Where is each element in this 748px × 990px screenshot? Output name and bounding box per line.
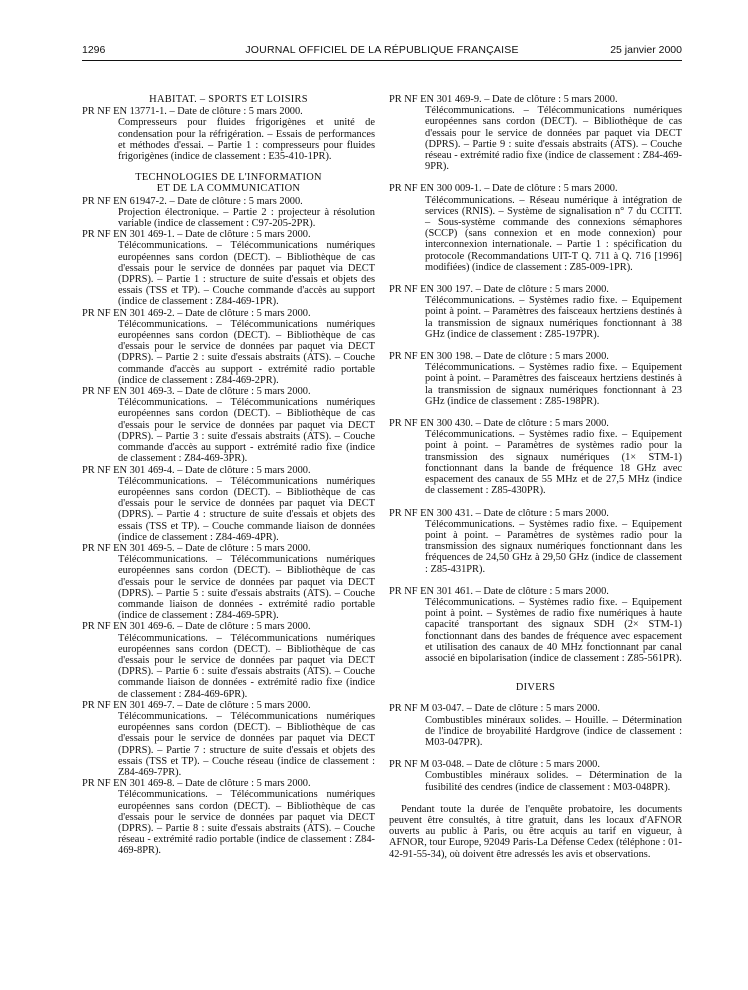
standard-entry — [389, 418, 682, 496]
standard-entry — [82, 308, 375, 386]
standard-description: Télécommunications. – Télécommunications numériques européennes sans cordon (DECT). – Bibliothèque de cas d'essais pour le service de données par paquet via DECT (DPRS). – Partie 3 : suite d'essais abstraits (ATS). – Couche commande d'accès au support - extrémité radio fixe (indice de classement : Z84-469-3PR). — [118, 397, 375, 465]
standard-description: Télécommunications. – Systèmes radio fixe. – Equipement point à point. – Paramètres des faisceaux hertziens destinés à la transmission de signaux numériques fonctionnant à 38 GHz (indice de classement : Z85-197PR). — [425, 295, 682, 340]
standard-reference: PR NF EN 301 469-3. – Date de clôture : 5 mars 2000. — [82, 386, 311, 398]
header-rule — [82, 60, 682, 61]
standard-description: Télécommunications. – Télécommunications numériques européennes sans cordon (DECT). – Bibliothèque de cas d'essais pour le service de données par paquet via DECT (DPRS). – Partie 4 : structure de suite d'essais et objets des essais (TSS et TP). – Couche commande liaison de données (indice de classement : Z84-469-4PR). — [118, 475, 375, 543]
standard-reference: PR NF EN 301 469-7. – Date de clôture : 5 mars 2000. — [82, 699, 311, 711]
standard-reference: PR NF EN 301 469-1. – Date de clôture : 5 mars 2000. — [82, 229, 311, 241]
standard-description: Combustibles minéraux solides. – Houille. – Détermination de l'indice de broyabilité Hardgrove (indice de classement : M03-047PR). — [425, 714, 682, 748]
standard-description: Télécommunications. – Systèmes radio fixe. – Equipement point à point. – Paramètres de systèmes radio pour la transmission des signaux numériques fonctionnant dans les fréquences de 24,50 GHz à 29,50 GHz (indice de classement : Z85-431PR). — [425, 518, 682, 575]
standard-reference: PR NF EN 301 469-9. – Date de clôture : 5 mars 2000. — [389, 94, 618, 105]
standard-entry — [389, 508, 682, 575]
standard-reference: PR NF EN 300 431. – Date de clôture : 5 mars 2000. — [389, 507, 609, 519]
standard-entry — [82, 700, 375, 778]
standard-entry — [389, 351, 682, 407]
standard-description: Télécommunications. – Télécommunications numériques européennes sans cordon (DECT). – Bibliothèque de cas d'essais pour le service de données par paquet via DECT (DPRS). – Partie 6 : suite d'essais abstraits (ATS). – Couche commande liaison de données - extrémité radio fixe (indice de classement : Z84-469-6PR). — [118, 632, 375, 700]
section-heading-line: TECHNOLOGIES DE L'INFORMATION — [135, 172, 322, 184]
standard-reference: PR NF EN 300 197. – Date de clôture : 5 mars 2000. — [389, 284, 609, 296]
standard-description: Compresseurs pour fluides frigorigènes et unité de condensation pour la réfrigération. – Essais de performances et méthodes d'essai. – Partie 1 : compresseurs pour fluides frigorigènes (indice de classement : E35-410-1PR). — [118, 117, 375, 163]
standard-entry — [389, 284, 682, 340]
standard-description: Télécommunications. – Télécommunications numériques européennes sans cordon (DECT). – Bibliothèque de cas d'essais pour le service de données par paquet via DECT (DPRS). – Partie 1 : structure de suite d'essais et objets des essais (TSS et TP). – Couche commande d'accès au support (indice de classement : Z84-469-1PR). — [118, 240, 375, 308]
section-heading-divers: DIVERS — [515, 682, 556, 694]
standard-description: Télécommunications. – Réseau numérique à intégration de services (RNIS). – Système de signalisation n° 7 du CCITT. – Sous-système commande des connexions sémaphores (SCCP) (sans connexion et en mode connexion) pour interconnexion internationale. – Partie 1 : spécification du protocole (Recommandations UIT-T Q. 711 à Q. 716 [1996] modifiées) (indice de classement : Z85-009-1PR). — [425, 194, 682, 273]
standard-description: Télécommunications. – Télécommunications numériques européennes sans cordon (DECT). – Bibliothèque de cas d'essais pour le service de données par paquet via DECT (DPRS). – Partie 9 : suite d'essais abstraits (ATS). – Couche réseau - extrémité radio fixe (indice de classement : Z84-469-9PR). — [425, 105, 682, 173]
standard-reference: PR NF M 03-047. – Date de clôture : 5 mars 2000. — [389, 703, 600, 715]
standard-description: Télécommunications. – Systèmes radio fixe. – Equipement point à point. – Systèmes de radio fixe numériques à haute capacité transportant des signaux SDH (2× STM-1) fonctionnant dans des bandes de fréquence avec espacement et utilisation des canaux de 40 MHz fonctionnant par canal associé en bipolarisation (indice de classement : Z85-561PR). — [425, 596, 682, 664]
standard-reference: PR NF EN 301 469-8. – Date de clôture : 5 mars 2000. — [82, 778, 311, 790]
standard-description: Projection électronique. – Partie 2 : projecteur à résolution variable (indice de classement : C97-205-2PR). — [118, 206, 375, 230]
section-heading-line: ET DE LA COMMUNICATION — [156, 183, 301, 195]
standard-entry — [389, 586, 682, 664]
closing-paragraph: Pendant toute la durée de l'enquête probatoire, les documents peuvent être consultés, à titre gratuit, dans les locaux d'AFNOR ouverts au public à Paris, ou être acquis au tarif en vigueur, à AFNOR, tour Europe, 92049 Paris-La Défense Cedex (téléphone : 01-42-91-55-34), où doivent être adressés les avis et observations. — [389, 803, 682, 860]
standard-entry — [389, 94, 682, 172]
standard-entry — [389, 759, 682, 793]
standard-entry — [82, 229, 375, 307]
page-header — [82, 44, 682, 60]
standard-entry — [82, 778, 375, 856]
left-column — [82, 94, 375, 857]
section-heading-line: HABITAT. – SPORTS ET LOISIRS — [149, 94, 308, 105]
journal-title: JOURNAL OFFICIEL DE LA RÉPUBLIQUE FRANÇAISE — [245, 44, 519, 56]
standard-description: Télécommunications. – Systèmes radio fixe. – Equipement point à point. – Paramètres de systèmes radio pour la transmission des signaux numériques (1× STM-1) fonctionnant dans la bande de fréquence 18 GHz avec espacement des canaux de 55 MHz et de 27,5 MHz (indice de classement : Z85-430PR). — [425, 429, 682, 497]
standard-entry — [82, 386, 375, 464]
standard-description: Combustibles minéraux solides. – Détermination de la fusibilité des cendres (indice de classement : M03-048PR). — [425, 770, 682, 793]
standard-entry — [82, 106, 375, 162]
standard-reference: PR NF EN 300 430. – Date de clôture : 5 mars 2000. — [389, 418, 609, 430]
standard-entry — [389, 703, 682, 748]
right-column — [389, 94, 682, 860]
section-heading — [82, 172, 375, 194]
standard-reference: PR NF M 03-048. – Date de clôture : 5 mars 2000. — [389, 759, 600, 771]
standard-description: Télécommunications. – Télécommunications numériques européennes sans cordon (DECT). – Bibliothèque de cas d'essais pour le service de données par paquet via DECT (DPRS). – Partie 7 : structure de suite d'essais et objets des essais (TSS et TP). – Couche réseau (indice de classement : Z84-469-7PR). — [118, 710, 375, 778]
standard-reference: PR NF EN 301 469-5. – Date de clôture : 5 mars 2000. — [82, 542, 311, 554]
standard-entry — [82, 465, 375, 543]
page-number: 1296 — [82, 44, 106, 56]
standard-reference: PR NF EN 300 009-1. – Date de clôture : 5 mars 2000. — [389, 183, 618, 195]
standard-reference: PR NF EN 301 461. – Date de clôture : 5 mars 2000. — [389, 585, 609, 597]
standard-reference: PR NF EN 13771-1. – Date de clôture : 5 mars 2000. — [82, 106, 303, 118]
standard-description: Télécommunications. – Télécommunications numériques européennes sans cordon (DECT). – Bibliothèque de cas d'essais pour le service de données par paquet via DECT (DPRS). – Partie 2 : suite d'essais abstraits (ATS). – Couche commande d'accès au support - extrémité radio portable (indice de classement : Z84-469-2PR). — [118, 318, 375, 386]
standard-description: Télécommunications. – Télécommunications numériques européennes sans cordon (DECT). – Bibliothèque de cas d'essais pour le service de données par paquet via DECT (DPRS). – Partie 5 : suite d'essais abstraits (ATS). – Couche commande liaison de données - extrémité radio portable (indice de classement : Z84-469-5PR). — [118, 554, 375, 622]
standard-description: Télécommunications. – Télécommunications numériques européennes sans cordon (DECT). – Bibliothèque de cas d'essais pour le service de données par paquet via DECT (DPRS). – Partie 8 : suite d'essais abstraits (ATS). – Couche réseau - extrémité radio portable (indice de classement : Z84-469-8PR). — [118, 789, 375, 857]
standard-reference: PR NF EN 301 469-6. – Date de clôture : 5 mars 2000. — [82, 621, 311, 633]
standard-reference: PR NF EN 300 198. – Date de clôture : 5 mars 2000. — [389, 351, 609, 363]
standard-description: Télécommunications. – Systèmes radio fixe. – Equipement point à point. – Paramètres des faisceaux hertziens destinés à la transmission de signaux numériques fonctionnant à 23 GHz (indice de classement : Z85-198PR). — [425, 362, 682, 407]
standard-reference: PR NF EN 301 469-2. – Date de clôture : 5 mars 2000. — [82, 307, 311, 319]
standard-reference: PR NF EN 301 469-4. – Date de clôture : 5 mars 2000. — [82, 464, 311, 476]
standard-entry — [82, 621, 375, 699]
issue-date: 25 janvier 2000 — [610, 44, 682, 56]
standard-reference: PR NF EN 61947-2. – Date de clôture : 5 mars 2000. — [82, 195, 303, 207]
standard-entry — [389, 183, 682, 273]
section-heading — [82, 94, 375, 105]
standard-entry — [82, 543, 375, 621]
standard-entry — [82, 196, 375, 230]
